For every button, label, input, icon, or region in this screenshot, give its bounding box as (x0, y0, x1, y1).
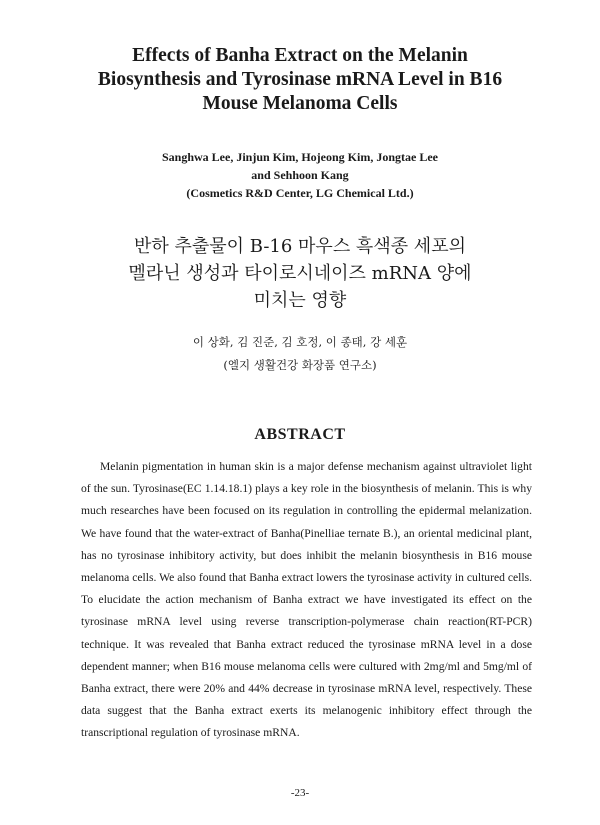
abstract-body: Melanin pigmentation in human skin is a major defense mechanism against ultraviolet light of the sun. Tyrosinase(EC 1.14.18.1) plays a key role in the biosynthesis of melanin. This is why much researches have been focused on its regulation in controlling the epidermal melanization. We have found that the water-extract of Banha(Pinelliae ternate B.), an oriental medicinal plant, has no tyrosinase inhibitory activity, but does inhibit the melanin biosynthesis in B16 mouse melanoma cells. We also found that Banha extract lowers the tyrosinase activity in cultured cells. To elucidate the action mechanism of Banha extract we have investigated its effect on the tyrosinase mRNA level using reverse transcription-polymerase chain reaction(RT-PCR) technique. It was revealed that Banha extract reduced the tyrosinase mRNA level in a dose dependent manner; when B16 mouse melanoma cells were cultured with 2mg/ml and 5mg/ml of Banha extract, there were 20% and 44% decrease in tyrosinase mRNA level, respectively. These data suggest that the Banha extract exerts its melanogenic inhibitory effect through the transcriptional regulation of tyrosinase mRNA. (81, 460, 532, 740)
english-title-line: Mouse Melanoma Cells (202, 93, 398, 114)
english-authors (0, 148, 600, 202)
author-names-line: and Sehhoon Kang (251, 168, 349, 182)
korean-title-line: 멜라닌 생성과 타이로시네이즈 mRNA 양에 (128, 263, 472, 284)
english-title-line: Biosynthesis and Tyrosinase mRNA Level in B16 (97, 69, 503, 90)
korean-affiliation: (엘지 생활건강 화장품 연구소) (223, 358, 377, 372)
korean-title-line: 미치는 영향 (253, 290, 347, 311)
korean-authors (0, 331, 600, 377)
author-names-line: Sanghwa Lee, Jinjun Kim, Hojeong Kim, Jongtae Lee (161, 150, 438, 164)
author-affiliation: (Cosmetics R&D Center, LG Chemical Ltd.) (186, 186, 414, 200)
page-number: -23- (290, 787, 310, 799)
korean-title (0, 233, 600, 314)
abstract-heading: ABSTRACT (254, 426, 346, 443)
korean-author-names: 이 상화, 김 진준, 김 호정, 이 종태, 강 세훈 (192, 335, 408, 349)
korean-title-line: 반하 추출물이 B-16 마우스 흑색종 세포의 (134, 236, 466, 257)
english-title-line: Effects of Banha Extract on the Melanin (132, 45, 468, 66)
english-title (0, 44, 600, 116)
